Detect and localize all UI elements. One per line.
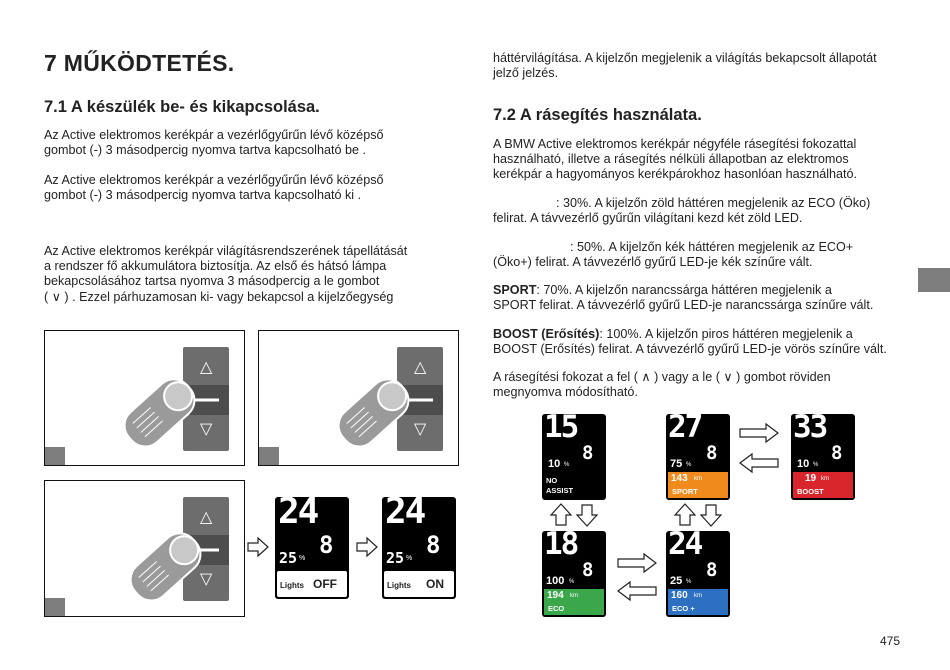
right-arrow-icon [738, 422, 780, 444]
section-heading-7-2: 7.2 A rásegítés használata. [493, 106, 702, 124]
boost-term: BOOST (Erősítés) [493, 327, 600, 341]
level-value: 8 [831, 442, 843, 464]
range-value: 194 [547, 590, 564, 601]
paragraph-eco [493, 196, 870, 226]
sport-term: SPORT [493, 283, 537, 297]
left-arrow-icon [616, 580, 658, 602]
level-value: 8 [582, 442, 594, 464]
percent-unit: % [299, 555, 306, 562]
paragraph-lights [44, 244, 407, 305]
percent-value: 100 [546, 575, 565, 587]
percent-value: 25 [279, 549, 298, 567]
corner-marker [45, 447, 65, 465]
display-sport [666, 414, 730, 500]
paragraph-power-off [44, 173, 384, 203]
right-arrow-icon [616, 552, 658, 574]
text-line: a rendszer fő akkumulátora biztosítja. Az első és hátsó lámpa [44, 259, 387, 274]
mode-name: BOOST [797, 487, 824, 496]
up-arrow-icon [550, 503, 572, 527]
down-arrow-icon: ▽ [414, 421, 427, 438]
speed-value: 15 [544, 414, 578, 445]
percent-unit: % [564, 462, 570, 468]
range-value: 19 [805, 473, 817, 484]
speed-value: 24 [668, 531, 702, 562]
level-value: 8 [319, 531, 334, 559]
corner-marker [45, 598, 65, 616]
display-eco [542, 531, 606, 617]
text-line: Az Active elektromos kerékpár világításrendszerének tápellátását [44, 244, 408, 258]
lights-label-box [384, 571, 454, 597]
lights-state: OFF [313, 577, 337, 591]
lights-label-box [277, 571, 347, 597]
display-boost [791, 414, 855, 500]
chapter-title: 7 MŰKÖDTETÉS. [44, 50, 235, 76]
paragraph-assist-intro [493, 137, 857, 183]
speed-value: 24 [385, 497, 425, 532]
text-line: BOOST (Erősítés) felirat. A távvezérlő gyűrű LED-je vörös színűre vált. [493, 342, 887, 357]
lights-label: Lights [387, 581, 411, 590]
text-line: Az Active elektromos kerékpár a vezérlőgyűrűn lévő középső [44, 128, 384, 142]
level-value: 8 [582, 559, 594, 581]
text-line: : 30%. A kijelzőn zöld háttéren megjelenik az ECO (Öko) [493, 196, 871, 210]
down-arrow-icon: ▽ [200, 571, 213, 588]
percent-value: 10 [548, 458, 561, 470]
paragraph-eco-plus [493, 240, 853, 270]
percent-unit: % [813, 462, 819, 468]
mode-name: ECO + [672, 604, 695, 613]
text-line: felirat. A távvezérlő gyűrűn világítani kezd két zöld LED. [493, 211, 803, 226]
percent-value: 75 [670, 458, 683, 470]
chapter-tab-marker [918, 268, 950, 292]
text-line: gombot (-) 3 másodpercig nyomva tartva kapcsolható ki . [44, 188, 362, 203]
percent-unit: % [686, 462, 692, 468]
remote-press-illustration [259, 331, 458, 465]
mode-name: SPORT [672, 487, 698, 496]
illustration-press-middle-off [258, 330, 459, 466]
paragraph-boost [493, 327, 887, 357]
text-line: ( ∨ ) . Ezzel párhuzamosan ki- vagy bekapcsol a kijelzőegység [44, 289, 394, 304]
text-line: megnyomva módosítható. [493, 385, 638, 400]
up-arrow-icon: △ [414, 359, 427, 376]
text-line: háttérvilágítása. A kijelzőn megjelenik a világítás bekapcsolt állapotát [493, 51, 877, 65]
illustration-press-middle-on [44, 330, 245, 466]
up-arrow-icon: △ [200, 359, 213, 376]
text-span: : 70%. A kijelzőn narancssárga háttéren megjelenik a [536, 283, 832, 297]
text-line: Az Active elektromos kerékpár a vezérlőgyűrűn lévő középső [44, 173, 384, 187]
mode-color-band [668, 589, 728, 615]
text-line: A rásegítési fokozat a fel ( ∧ ) vagy a le ( ∨ ) gombot röviden [493, 370, 831, 384]
text-line: gombot (-) 3 másodpercig nyomva tartva kapcsolható be . [44, 143, 366, 158]
down-arrow-icon: ▽ [200, 421, 213, 438]
down-arrow-icon [700, 503, 722, 527]
mode-color-band [793, 472, 853, 498]
lights-label: Lights [280, 581, 304, 590]
right-arrow-icon [246, 536, 270, 558]
range-unit: km [570, 593, 578, 599]
text-line: kerékpár a hagyományos kerékpárokhoz hasonlóan használható. [493, 167, 858, 182]
range-value: 143 [671, 473, 688, 484]
mode-color-band [668, 472, 728, 498]
up-arrow-icon: △ [200, 509, 213, 526]
percent-value: 25 [386, 549, 405, 567]
mode-label [546, 476, 573, 496]
paragraph-change-mode [493, 370, 831, 400]
mode-line: ASSIST [546, 486, 574, 495]
mode-line: NO [546, 476, 558, 485]
speed-value: 33 [793, 414, 827, 445]
right-arrow-icon [355, 536, 379, 558]
display-lights-off [275, 497, 349, 599]
range-unit: km [694, 593, 702, 599]
percent-unit: % [686, 579, 692, 585]
illustration-press-down-lights [44, 480, 245, 617]
corner-marker [259, 447, 279, 465]
range-unit: km [821, 476, 829, 482]
up-arrow-icon [674, 503, 696, 527]
down-arrow-icon [576, 503, 598, 527]
left-arrow-icon [738, 452, 780, 474]
percent-unit: % [406, 555, 413, 562]
percent-value: 25 [670, 575, 683, 587]
level-value: 8 [426, 531, 441, 559]
paragraph-sport [493, 283, 873, 313]
mode-color-band [544, 589, 604, 615]
display-no-assist [542, 414, 606, 500]
section-heading-7-1: 7.1 A készülék be- és kikapcsolása. [44, 98, 320, 116]
lights-state: ON [426, 577, 444, 591]
text-line: használható, illetve a rásegítés nélküli állapotban az elektromos [493, 152, 849, 167]
speed-value: 18 [544, 531, 578, 562]
speed-value: 24 [278, 497, 318, 532]
range-unit: km [694, 476, 702, 482]
text-line: SPORT felirat. A távvezérlő gyűrű LED-je narancssárga színűre vált. [493, 298, 874, 313]
page-number: 475 [880, 634, 901, 648]
display-lights-on [382, 497, 456, 599]
remote-press-illustration [45, 481, 244, 616]
display-eco-plus [666, 531, 730, 617]
percent-value: 10 [797, 458, 810, 470]
paragraph-power-on [44, 128, 384, 158]
level-value: 8 [706, 442, 718, 464]
text-line: jelző jelzés. [493, 66, 559, 81]
range-value: 160 [671, 590, 688, 601]
level-value: 8 [706, 559, 718, 581]
text-span: : 100%. A kijelzőn piros háttéren megjelenik a [599, 327, 853, 341]
paragraph-continued [493, 51, 877, 81]
remote-press-illustration [45, 331, 244, 465]
speed-value: 27 [668, 414, 702, 445]
percent-unit: % [569, 579, 575, 585]
mode-name: ECO [548, 604, 565, 613]
text-line: (Öko+) felirat. A távvezérlő gyűrű LED-je kék színűre vált. [493, 255, 813, 270]
text-line: A BMW Active elektromos kerékpár négyféle rásegítési fokozattal [493, 137, 857, 151]
text-line: : 50%. A kijelzőn kék háttéren megjelenik az ECO+ [493, 240, 854, 254]
text-line: bekapcsolásához tartsa nyomva 3 másodpercig a le gombot [44, 274, 380, 289]
